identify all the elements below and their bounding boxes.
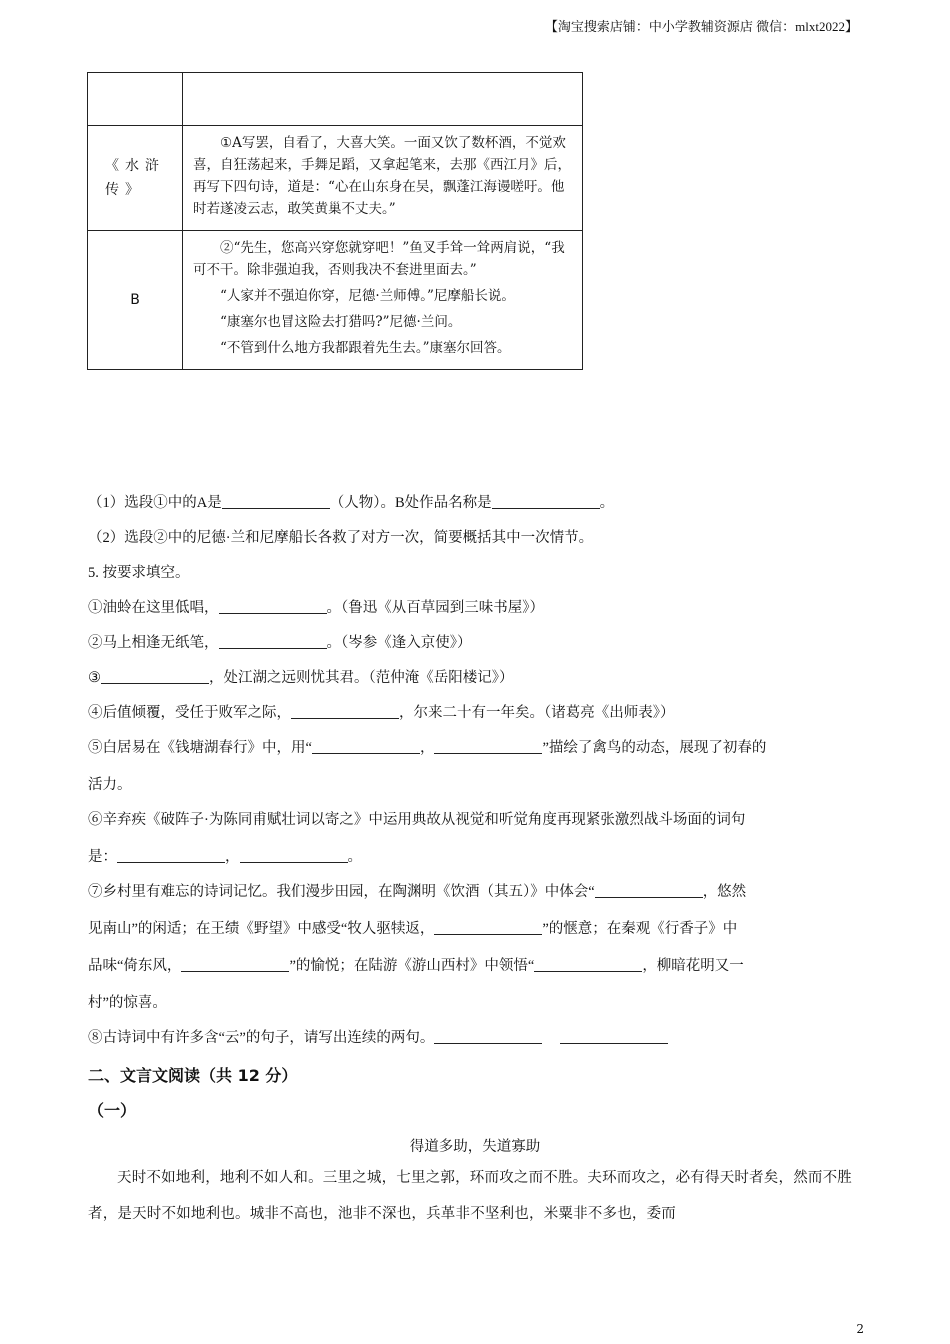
answer-blank[interactable] [219, 634, 327, 649]
question-5-item-1: ①油蛉在这里低唱， 。（鲁迅《从百草园到三味书屋》） [88, 600, 544, 616]
answer-blank[interactable] [560, 1029, 668, 1044]
question-5-item-4: ④后值倾覆，受任于败军之际， ，尔来二十有一年矣。（诸葛亮《出师表》） [88, 705, 675, 721]
table-row [88, 73, 583, 126]
question-5-item-8: ⑧古诗词中有许多含“云”的句子，请写出连续的两句。 [88, 1026, 668, 1047]
question-5-item-6: ⑥辛弃疾《破阵子·为陈同甫赋壮词以寄之》中运用典故从视觉和听觉角度再现紧张激烈战斗场面的词句 [88, 812, 746, 828]
question-5-item-7-line3: 品味“倚东风， ”的愉悦；在陆游《游山西村》中领悟“ ，柳暗花明又一 [88, 958, 744, 974]
answer-blank[interactable] [534, 957, 642, 972]
answer-blank[interactable] [222, 494, 330, 509]
table-row [88, 231, 583, 370]
page-number: 2 [856, 1322, 864, 1336]
answer-blank[interactable] [181, 957, 289, 972]
answer-blank[interactable] [595, 883, 703, 898]
question-5-item-7-line2: 见南山”的闲适；在王绩《野望》中感受“牧人驱犊返， ”的惬意；在秦观《行香子》中 [88, 921, 738, 937]
work-label-b: B [130, 292, 140, 308]
answer-blank[interactable] [312, 739, 420, 754]
answer-blank[interactable] [434, 920, 542, 935]
answer-blank[interactable] [291, 704, 399, 719]
section-title: 二、文言文阅读（共 12 分） [88, 1066, 298, 1085]
excerpt-2-para: “不管到什么地方我都跟着先生去。”康塞尔回答。 [220, 340, 511, 356]
reading-table [87, 72, 583, 370]
question-5-item-5-cont: 活力。 [88, 777, 132, 793]
excerpt-2-para: “人家并不强迫你穿，尼德·兰师傅。”尼摩船长说。 [220, 288, 515, 304]
work-label: 《水浒传》 [105, 158, 165, 198]
question-5-item-7: ⑦乡村里有难忘的诗词记忆。我们漫步田园，在陶渊明《饮酒（其五）》中体会“ ，悠然 [88, 884, 747, 900]
subsection-title: （一） [88, 1101, 137, 1120]
excerpt-2-para: ②“先生，您高兴穿您就穿吧！”鱼叉手耸一耸两肩说，“我可不干。除非强迫我，否则我决不套进里面去。” [193, 240, 565, 278]
table-cell [88, 231, 183, 370]
passage-text: 天时不如地利，地利不如人和。三里之城，七里之郭，环而攻之而不胜。夫环而攻之，必有得天时者矣，然而不胜者，是天时不如地利也。城非不高也，池非不深也，兵革非不坚利也，米粟非不多也，委而 [88, 1170, 852, 1222]
passage-title: 得道多助，失道寡助 [409, 1139, 541, 1155]
table-cell [183, 231, 583, 370]
question-4-2: （2）选段②中的尼德·兰和尼摩船长各救了对方一次，简要概括其中一次情节。 [88, 530, 594, 546]
answer-blank[interactable] [434, 739, 542, 754]
answer-blank[interactable] [434, 1029, 542, 1044]
question-4-1: （1）选段①中的A是 （人物）。B处作品名称是 。 [88, 495, 615, 511]
answer-blank[interactable] [492, 494, 600, 509]
question-5-item-6-cont: 是： ， 。 [88, 849, 362, 865]
excerpt-1: ①A写罢，自看了，大喜大笑。一面又饮了数杯酒，不觉欢喜，自狂荡起来，手舞足蹈，又拿起笔来，去那《西江月》后，再写下四句诗，道是：“心在山东身在吴，飘蓬江海谩嗟吁。他时若遂凌云志，敢笑黄巢不丈夫。” [193, 135, 571, 217]
excerpt-2-para: “康塞尔也冒这险去打猎吗?”尼德·兰问。 [220, 314, 462, 330]
question-5-item-7-line4: 村”的惊喜。 [88, 995, 167, 1011]
table-row [88, 126, 583, 231]
table-cell [183, 73, 583, 126]
answer-blank[interactable] [240, 848, 348, 863]
question-5-item-3: ③ ，处江湖之远则忧其君。（范仲淹《岳阳楼记》） [88, 670, 514, 686]
answer-blank[interactable] [101, 669, 209, 684]
question-5-title: 5. 按要求填空。 [88, 565, 190, 581]
table-cell [88, 73, 183, 126]
answer-blank[interactable] [117, 848, 225, 863]
table-cell [88, 126, 183, 231]
table-cell [183, 126, 583, 231]
question-5-item-5: ⑤白居易在《钱塘湖春行》中，用“ ， ”描绘了禽鸟的动态，展现了初春的 [88, 740, 767, 756]
answer-blank[interactable] [219, 599, 327, 614]
page-header: 【淘宝搜索店铺：中小学教辅资源店 微信：mlxt2022】 [544, 19, 858, 34]
question-5-item-2: ②马上相逢无纸笔， 。（岑参《逢入京使》） [88, 635, 472, 651]
